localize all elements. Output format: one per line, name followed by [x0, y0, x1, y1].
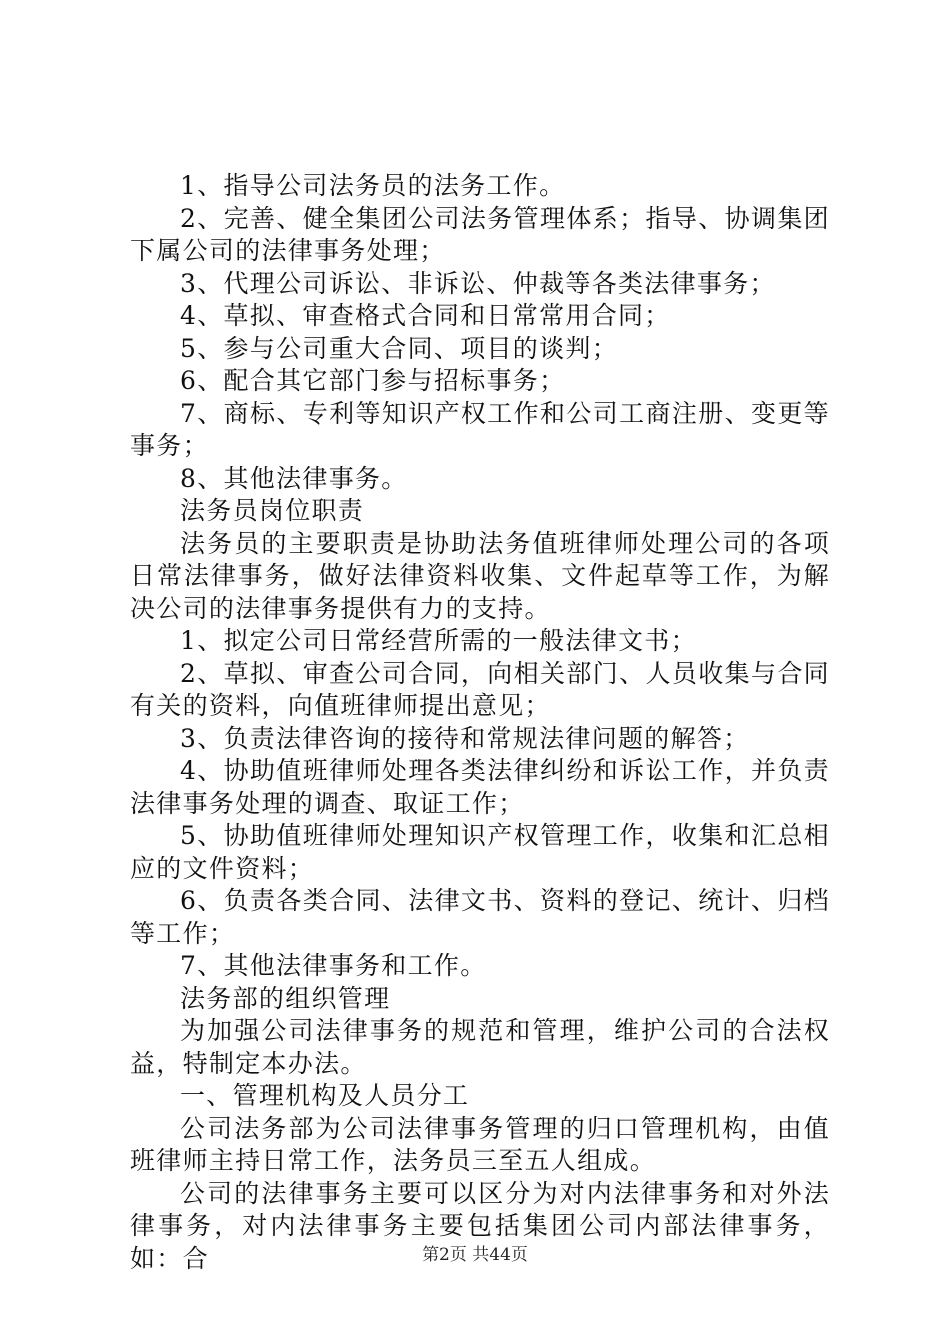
- section-heading: 法务员岗位职责: [180, 496, 365, 525]
- section-heading: 法务部的组织管理: [180, 983, 391, 1013]
- paragraph: 6、负责各类合同、法律文书、资料的登记、统计、归档等工作；: [130, 886, 830, 948]
- paragraph: 4、草拟、审查格式合同和日常常用合同；: [180, 301, 671, 330]
- paragraph: 4、协助值班律师处理各类法律纠纷和诉讼工作，并负责法律事务处理的调查、取证工作；: [130, 756, 830, 818]
- paragraph: 2、完善、健全集团公司法务管理体系；指导、协调集团下属公司的法律事务处理；: [130, 203, 830, 265]
- paragraph: 1、指导公司法务员的法务工作。: [180, 171, 566, 200]
- document-body: [130, 170, 830, 1275]
- paragraph: 5、协助值班律师处理知识产权管理工作，收集和汇总相应的文件资料；: [130, 821, 830, 883]
- paragraph: 6、配合其它部门参与招标事务；: [180, 366, 566, 395]
- paragraph: 法务员的主要职责是协助法务值班律师处理公司的各项日常法律事务，做好法律资料收集、文件起草等工作，为解决公司的法律事务提供有力的支持。: [130, 528, 830, 623]
- paragraph: 7、商标、专利等知识产权工作和公司工商注册、变更等事务；: [130, 398, 830, 460]
- paragraph: 8、其他法律事务。: [180, 463, 408, 493]
- section-heading: 一、管理机构及人员分工: [180, 1081, 470, 1110]
- paragraph: 3、负责法律咨询的接待和常规法律问题的解答；: [180, 723, 750, 753]
- paragraph: 7、其他法律事务和工作。: [180, 951, 487, 980]
- paragraph: 为加强公司法律事务的规范和管理，维护公司的合法权益，特制定本办法。: [130, 1016, 830, 1078]
- paragraph: 2、草拟、审查公司合同，向相关部门、人员收集与合同有关的资料，向值班律师提出意见；: [130, 658, 830, 720]
- paragraph: 公司的法律事务主要可以区分为对内法律事务和对外法律事务，对内法律事务主要包括集团公司内部法律事务，如：合: [130, 1178, 830, 1273]
- paragraph: 3、代理公司诉讼、非诉讼、仲裁等各类法律事务；: [180, 268, 776, 298]
- paragraph: 1、拟定公司日常经营所需的一般法律文书；: [180, 626, 697, 655]
- paragraph: 5、参与公司重大合同、项目的谈判；: [180, 333, 619, 363]
- page-indicator: 第2页 共44页: [422, 1245, 528, 1265]
- paragraph: 公司法务部为公司法律事务管理的归口管理机构，由值班律师主持日常工作，法务员三至五人组成。: [130, 1113, 830, 1175]
- page-footer: [0, 1240, 950, 1265]
